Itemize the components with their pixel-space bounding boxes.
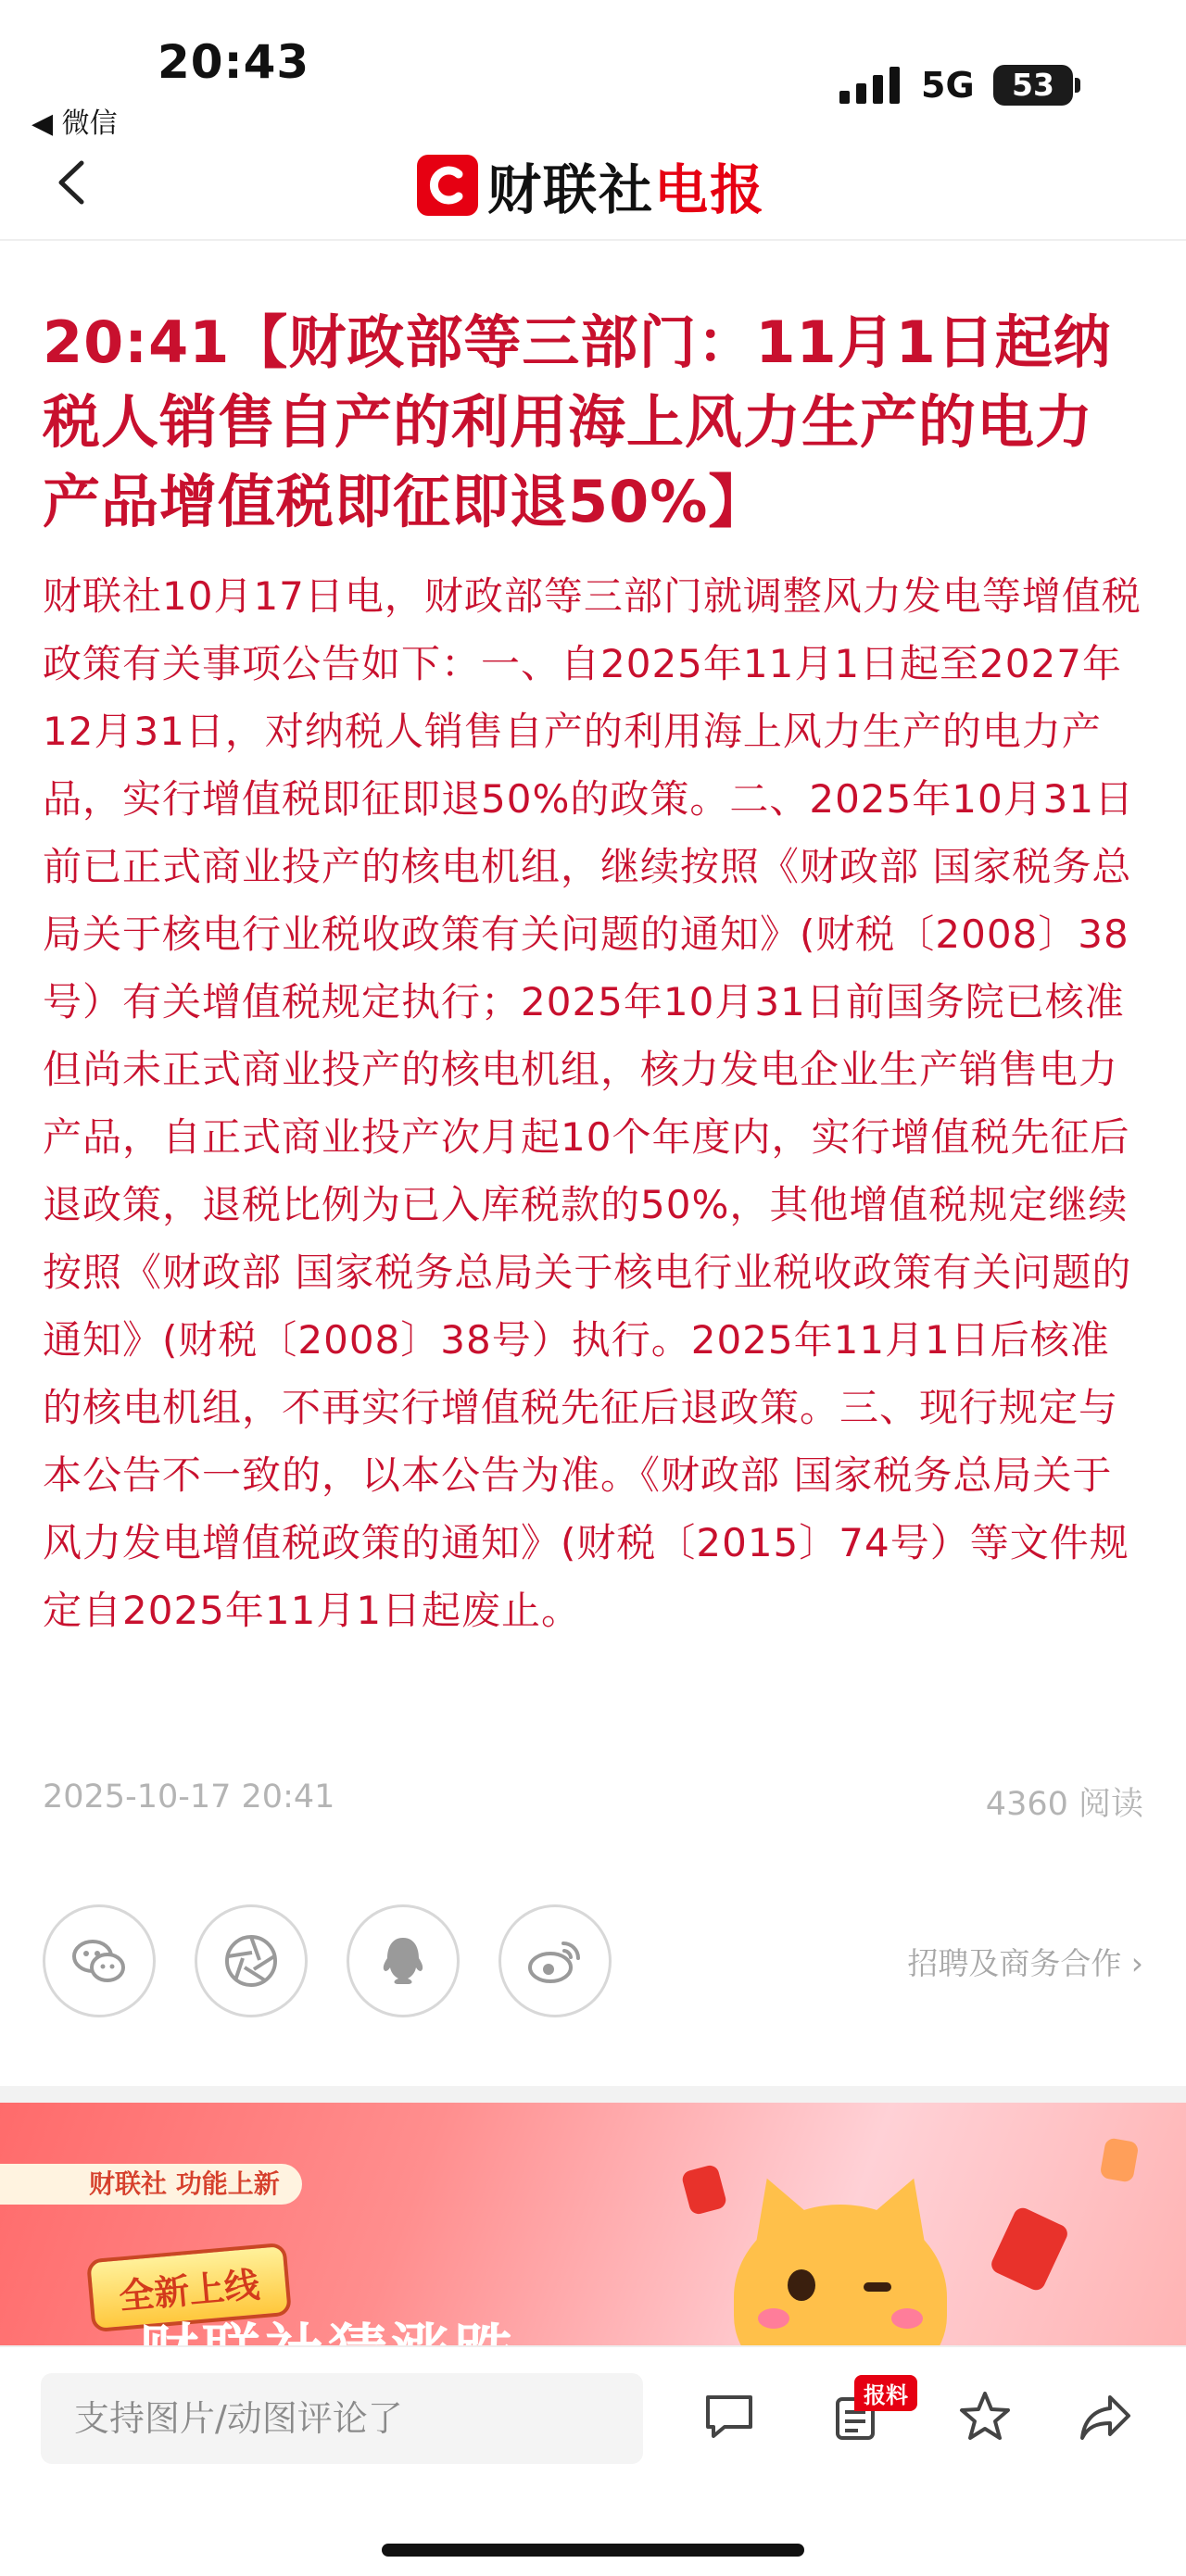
cat-eye-wink — [864, 2282, 891, 2292]
red-envelope-icon — [989, 2205, 1070, 2293]
weibo-icon — [523, 1929, 587, 1993]
report-badge: 报料 — [854, 2375, 917, 2411]
article-meta — [43, 1778, 1143, 1825]
brand-name-red: 电报 — [654, 158, 766, 221]
banner-tag: 财联社 功能上新 — [0, 2164, 302, 2205]
comment-icon[interactable] — [697, 2384, 762, 2449]
nav-bar — [0, 139, 1186, 241]
read-count: 4360 阅读 — [985, 1786, 1143, 1823]
article-title: 20:41【财政部等三部门：11月1日起纳税人销售自产的利用海上风力生产的电力产品增值税即征即退50%】 — [43, 308, 1112, 535]
moments-icon — [219, 1929, 284, 1993]
battery-icon: 53 — [993, 65, 1073, 106]
wechat-icon — [67, 1929, 132, 1993]
star-icon[interactable] — [953, 2384, 1017, 2449]
red-envelope-icon — [680, 2164, 727, 2217]
cat-cheek — [758, 2308, 789, 2329]
coin-icon — [1099, 2137, 1139, 2183]
network-label: 5G — [921, 65, 975, 106]
comment-input[interactable] — [41, 2373, 643, 2464]
article-body: 财联社10月17日电，财政部等三部门就调整风力发电等增值税政策有关事项公告如下：一、自2025年11月1日起至2027年12月31日，对纳税人销售自产的利用海上风力生产的电力产品，实行增值税即征即退50%的政策。二、2025年10月31日前已正式商业投产的核电机组，继续按照《财政部 国家税务总局关于核电行业税收政策有关问题的通知》(财税〔2008〕38号）有关增值税规定执行；2025年10月31日前国务院已核准但尚未正式商业投产的核电机组，核力发电企业生产销售电力产品，自正式商业投产次月起10个年度内，实行增值税先征后退政策，退税比例为已入库税款的50%，其他增值税规定继续按照《财政部 国家税务总局关于核电行业税收政策有关问题的通知》(财税〔2008〕38号）执行。2025年11月1日后核准的核电机组，不再实行增值税先征后退政策。三、现行规定与本公告不一致的，以本公告为准。《财政部 国家税务总局关于风力发电增值税政策的通知》(财税〔2015〕74号）等文件规定自2025年11月1日起废止。 — [43, 573, 1142, 1633]
back-chevron-icon[interactable] — [46, 150, 102, 215]
brand-logo-icon — [417, 155, 478, 216]
share-row — [43, 1904, 1143, 2019]
bottom-bar — [0, 2345, 1186, 2576]
status-time: 20:43 — [158, 35, 310, 89]
promo-banner[interactable] — [0, 2103, 1186, 2345]
weibo-share-button[interactable] — [498, 1904, 612, 2017]
status-bar — [0, 0, 1186, 139]
cat-cheek — [891, 2308, 923, 2329]
moments-share-button[interactable] — [195, 1904, 308, 2017]
share-icon[interactable] — [1073, 2384, 1138, 2449]
qq-share-button[interactable] — [347, 1904, 460, 2017]
business-cooperation-link[interactable]: 招聘及商务合作 › — [907, 1945, 1143, 1981]
article — [0, 243, 1186, 1644]
cat-eye — [788, 2269, 815, 2301]
brand-name-black: 财联社 — [487, 158, 655, 221]
signal-icon — [839, 67, 901, 104]
publish-date: 2025-10-17 20:41 — [43, 1778, 335, 1816]
brand-name — [487, 146, 765, 224]
section-divider — [0, 2086, 1186, 2103]
home-indicator — [382, 2544, 804, 2557]
wechat-share-button[interactable] — [43, 1904, 156, 2017]
banner-badge: 全新上线 — [86, 2243, 292, 2333]
qq-icon — [371, 1929, 435, 1993]
battery-tip — [1075, 78, 1080, 93]
back-to-app-link[interactable]: ◀ 微信 — [32, 107, 118, 140]
brand-header — [417, 148, 765, 222]
